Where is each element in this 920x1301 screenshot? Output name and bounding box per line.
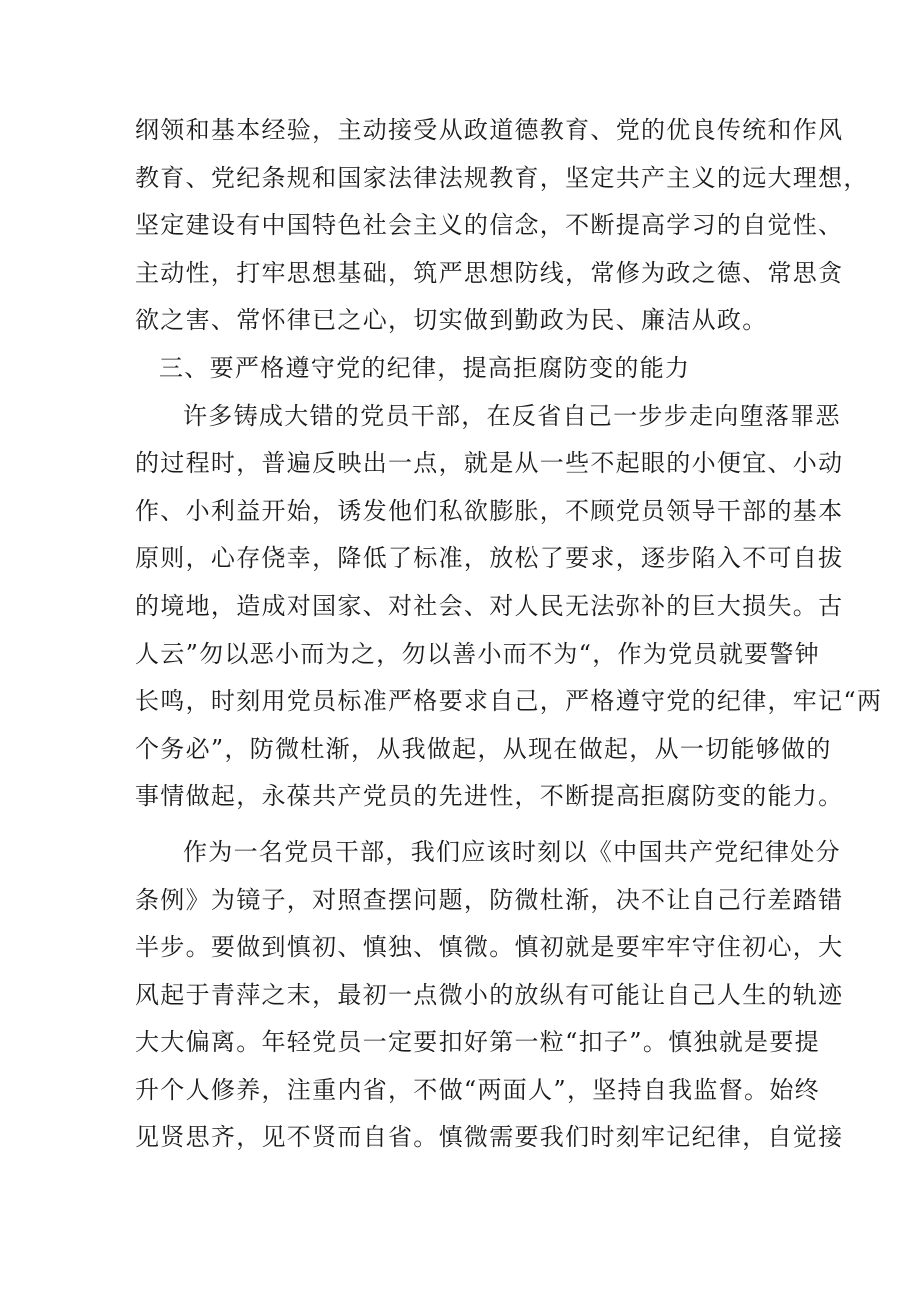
text-line: 的境地，造成对国家、对社会、对人民无法弥补的巨大损失。古 — [135, 591, 844, 620]
text-line: 坚定建设有中国特色社会主义的信念，不断提高学习的自觉性、 — [135, 211, 844, 240]
document-body — [135, 107, 883, 1162]
text-line: 许多铸成大错的党员干部，在反省自己一步步走向堕落罪恶 — [183, 401, 841, 430]
text-line: 主动性，打牢思想基础，筑严思想防线，常修为政之德、常思贪 — [135, 258, 844, 287]
text-line: 纲领和基本经验，主动接受从政道德教育、党的优良传统和作风 — [135, 116, 844, 144]
text-line: 欲之害、常怀律已之心，切实做到勤政为民、廉洁从政。 — [135, 306, 768, 335]
text-line: 作为一名党员干部，我们应该时刻以《中国共产党纪律处分 — [183, 837, 841, 866]
text-line: 个务必”，防微杜渐，从我做起，从现在做起，从一切能够做的 — [135, 734, 832, 763]
text-line: 教育、党纪条规和国家法律法规教育，坚定共产主义的远大理想， — [135, 163, 869, 192]
text-line: 长鸣，时刻用党员标准严格要求自己，严格遵守党的纪律，牢记“两 — [135, 687, 883, 716]
text-line: 风起于青萍之末，最初一点微小的放纵有可能让自己人生的轨迹 — [135, 980, 844, 1009]
text-line: 的过程时，普遍反映出一点，就是从一些不起眼的小便宜、小动 — [135, 449, 844, 478]
text-line: 见贤思齐，见不贤而自省。慎微需要我们时刻牢记纪律，自觉接 — [135, 1123, 844, 1152]
paragraph-3 — [135, 829, 844, 1162]
paragraph-2 — [135, 393, 883, 821]
text-line: 升个人修养，注重内省，不做“两面人”，坚持自我监督。始终 — [135, 1075, 820, 1104]
text-line: 作、小利益开始，诱发他们私欲膨胀，不顾党员领导干部的基本 — [135, 496, 844, 525]
text-line: 人云”勿以恶小而为之，勿以善小而不为“，作为党员就要警钟 — [135, 639, 820, 668]
paragraph-1 — [135, 107, 869, 345]
text-line: 原则，心存侥幸，降低了标准，放松了要求，逐步陷入不可自拔 — [135, 544, 844, 573]
text-line: 事情做起，永葆共产党员的先进性，不断提高拒腐防变的能力。 — [135, 782, 844, 811]
paragraph-gap — [135, 821, 795, 829]
text-line: 半步。要做到慎初、慎独、慎微。慎初就是要牢牢守住初心，大 — [135, 933, 844, 962]
text-line: 大大偏离。年轻党员一定要扣好第一粒“扣子”。慎独就是要提 — [135, 1028, 820, 1057]
text-line: 条例》为镜子，对照查摆问题，防微杜渐，决不让自己行差踏错 — [135, 885, 844, 914]
section-heading-3: 三、要严格遵守党的纪律，提高拒腐防变的能力 — [159, 353, 691, 382]
